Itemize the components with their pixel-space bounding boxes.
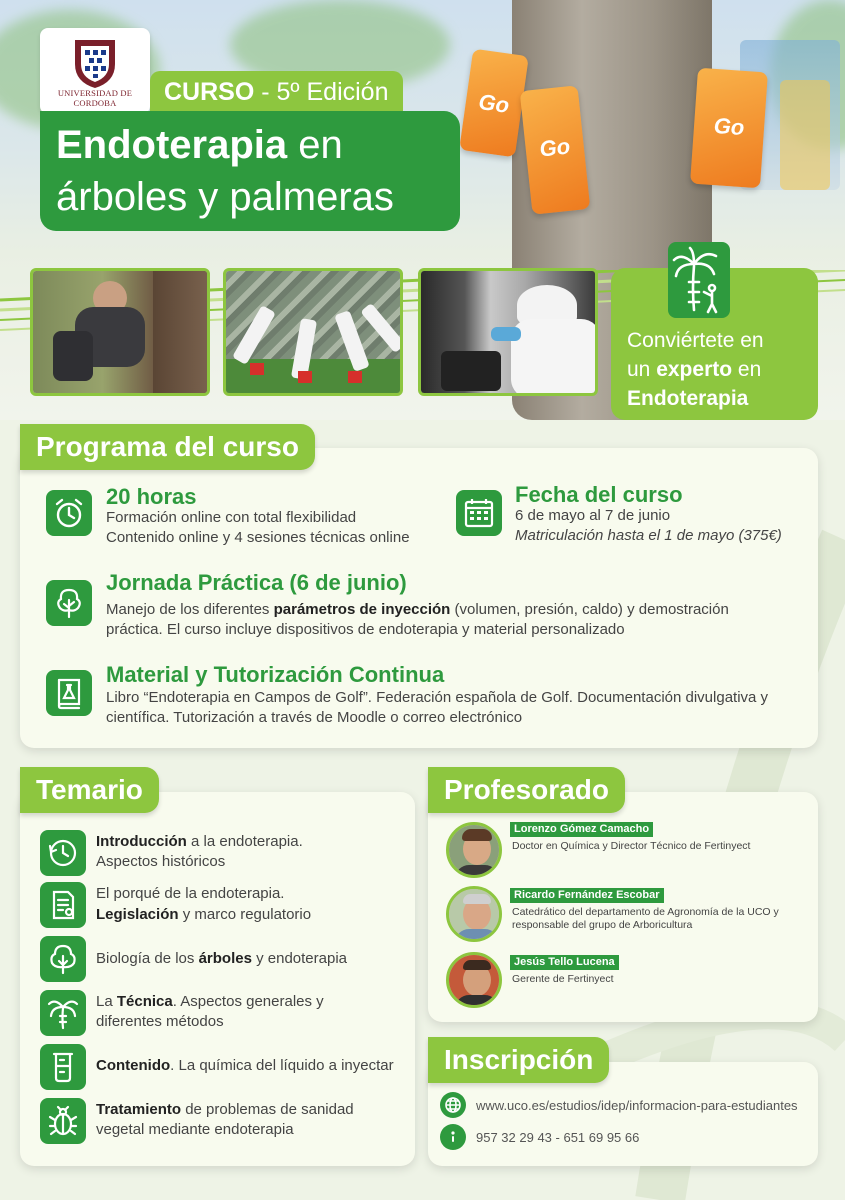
prof-1-desc: Doctor en Química y Director Técnico de Fertinyect (512, 840, 751, 852)
t3-post: y endoterapia (251, 950, 348, 967)
jornada-pre: Manejo de los diferentes (106, 601, 274, 618)
temario-item-3 (96, 949, 347, 969)
hours-title: 20 horas (106, 484, 197, 509)
avatar-lorenzo (446, 822, 502, 878)
injection-bag (690, 68, 768, 189)
temario-item-6-line-1 (96, 1100, 354, 1120)
prof-3-name: Jesús Tello Lucena (510, 955, 619, 970)
university-crest-icon (67, 34, 123, 90)
expert-line-2-bold: experto (656, 358, 733, 381)
hero-banner (0, 0, 845, 420)
fecha-line-1: 6 de mayo al 7 de junio (515, 507, 671, 524)
tree-icon (52, 586, 86, 620)
t4-bold: Técnica (116, 993, 173, 1010)
t2-bold: Legislación (96, 906, 179, 923)
avatar-ricardo (446, 886, 502, 942)
prof-2-desc-2: responsable del grupo de Arboricultura (512, 919, 693, 931)
t2-rest: y marco regulatorio (178, 906, 312, 923)
course-title-box (40, 111, 460, 231)
t3-pre: Biología de los (96, 950, 199, 967)
jornada-line-2: práctica. El curso incluye dispositivos de endoterapia y material personalizado (106, 621, 625, 638)
website-row[interactable] (440, 1092, 798, 1118)
temario-item-4-line-2: diferentes métodos (96, 1013, 224, 1030)
bag-label: Go (477, 88, 511, 118)
avatar-jesus (446, 952, 502, 1008)
hours-line-2: Contenido online y 4 sesiones técnicas online (106, 529, 410, 546)
title-line-2: árboles y palmeras (56, 175, 394, 219)
expert-line-1: Conviértete en (627, 329, 764, 352)
technique-icon-box (40, 990, 86, 1036)
photo-technician-in-suit (418, 268, 598, 396)
expert-line-2 (627, 355, 818, 384)
fecha-line-2: Matriculación hasta el 1 de mayo (375€) (515, 527, 782, 544)
biology-icon-box (40, 936, 86, 982)
university-logo (40, 28, 150, 114)
expert-line-2-post: en (732, 358, 762, 381)
temario-item-2-line-2 (96, 905, 311, 925)
material-line-2: científica. Tutorización a través de Moodle o correo electrónico (106, 709, 523, 726)
temario-item-5 (96, 1056, 394, 1076)
temario-item-1-line-2: Aspectos históricos (96, 853, 226, 870)
clock-icon-box (46, 490, 92, 536)
prof-2-desc-1: Catedrático del departamento de Agronomía de la UCO y (512, 906, 779, 918)
palm-tree-worker-icon (668, 242, 730, 318)
hours-line-1: Formación online con total flexibilidad (106, 509, 357, 526)
book-icon-box (46, 670, 92, 716)
jornada-bold: parámetros de inyección (273, 601, 451, 618)
title-rest: en (287, 123, 343, 167)
chemistry-icon-box (40, 1044, 86, 1090)
bag-label: Go (712, 113, 746, 141)
edition-label: - 5º Edición (254, 78, 389, 106)
prof-3-desc: Gerente de Fertinyect (512, 973, 614, 985)
temario-item-4-line-1 (96, 992, 324, 1012)
jornada-title: Jornada Práctica (6 de junio) (106, 570, 407, 595)
history-icon-box (40, 830, 86, 876)
book-flask-icon (52, 676, 86, 710)
t5-bold: Contenido (96, 1057, 171, 1074)
fecha-title: Fecha del curso (515, 482, 683, 507)
beaker-icon (46, 1050, 80, 1084)
title-bold: Endoterapia (56, 123, 288, 167)
programa-card (20, 448, 818, 748)
expert-icon-box (668, 242, 730, 318)
globe-icon (440, 1092, 466, 1118)
calendar-icon (462, 496, 496, 530)
temario-item-6-line-2: vegetal mediante endoterapia (96, 1121, 294, 1138)
calendar-icon-box (456, 490, 502, 536)
programa-title: Programa del curso (20, 424, 315, 470)
document-icon-box (40, 882, 86, 928)
tree-icon-box (46, 580, 92, 626)
pest-icon-box (40, 1098, 86, 1144)
course-label: CURSO (164, 78, 255, 106)
bag-label: Go (538, 133, 572, 162)
inscripcion-title: Inscripción (428, 1037, 609, 1083)
phone-numbers[interactable]: 957 32 29 43 - 651 69 95 66 (476, 1129, 640, 1145)
history-clock-icon (46, 836, 80, 870)
profesorado-card (428, 792, 818, 1022)
playground-slide (780, 80, 830, 190)
prof-1-name: Lorenzo Gómez Camacho (510, 822, 653, 837)
material-title: Material y Tutorización Continua (106, 662, 445, 687)
jornada-line-1 (106, 600, 806, 620)
tree-outline-icon (46, 942, 80, 976)
material-line-1: Libro “Endoterapia en Campos de Golf”. Federación española de Golf. Documentación divulgativa y (106, 689, 769, 706)
website-link[interactable]: www.uco.es/estudios/idep/informacion-para-estudiantes (476, 1097, 798, 1113)
profesorado-title: Profesorado (428, 767, 625, 813)
university-name: UNIVERSIDAD DE CORDOBA (57, 88, 133, 108)
t6-rest: de problemas de sanidad (181, 1101, 354, 1118)
temario-item-2-line-1: El porqué de la endoterapia. (96, 885, 285, 902)
jornada-post: (volumen, presión, caldo) y demostración (450, 601, 729, 618)
t4-post: . Aspectos generales y (172, 993, 324, 1010)
temario-card (20, 792, 415, 1166)
course-edition-tag (150, 71, 403, 111)
t5-rest: . La química del líquido a inyectar (170, 1057, 394, 1074)
title-line-1 (56, 119, 444, 171)
palm-tree-icon (46, 996, 80, 1030)
phone-row[interactable] (440, 1124, 639, 1150)
legal-document-icon (46, 888, 80, 922)
alarm-clock-icon (52, 496, 86, 530)
photo-injectors-on-trunk (223, 268, 403, 396)
info-location-icon (440, 1124, 466, 1150)
t3-bold: árboles (198, 950, 252, 967)
t4-pre: La (96, 993, 117, 1010)
expert-line-2-pre: un (627, 358, 657, 381)
temario-title: Temario (20, 767, 159, 813)
temario-item-1-line-1 (96, 832, 303, 852)
t6-bold: Tratamiento (96, 1101, 182, 1118)
beetle-icon (46, 1104, 80, 1138)
expert-line-3: Endoterapia (627, 387, 749, 410)
photo-worker-injecting (30, 268, 210, 396)
prof-2-name: Ricardo Fernández Escobar (510, 888, 664, 903)
t1-bold: Introducción (96, 833, 187, 850)
t1-rest: a la endoterapia. (186, 833, 303, 850)
